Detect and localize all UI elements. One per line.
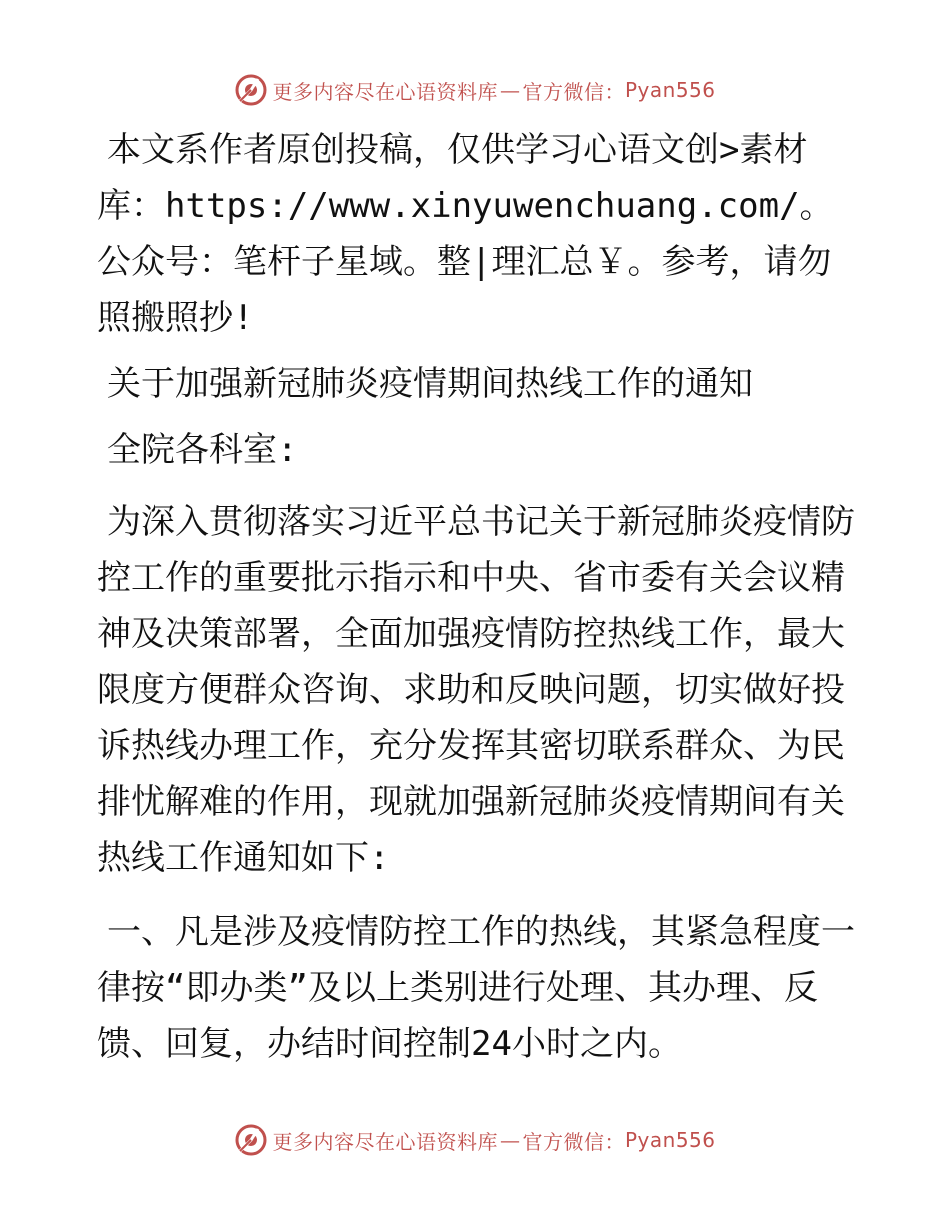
document-content (97, 122, 857, 1072)
item-paragraph-1: 一、凡是涉及疫情防控工作的热线，其紧急程度一律按“即办类”及以上类别进行处理、其办理、反馈、回复，办结时间控制24小时之内。 (97, 912, 855, 1064)
pen-logo-icon (234, 73, 268, 107)
banner-dash: — (499, 1128, 521, 1152)
banner-wechat-id: Pyan556 (624, 78, 716, 102)
banner-text: 更多内容尽在心语资料库 (272, 79, 498, 104)
footer-banner (0, 1120, 950, 1160)
banner-text: 更多内容尽在心语资料库 (272, 1129, 498, 1154)
banner-dash: — (499, 78, 521, 102)
intro-paragraph: 本文系作者原创投稿，仅供学习心语文创>素材库：https://www.xinyuwenchuang.com/。公众号：笔杆子星域。整|理汇总￥。参考，请勿照搬照抄! (97, 130, 834, 338)
header-banner (0, 70, 950, 110)
banner-wechat-label: 官方微信： (522, 79, 625, 104)
pen-logo-icon (234, 1123, 268, 1157)
banner-wechat-label: 官方微信： (522, 1129, 625, 1154)
banner-wechat-id: Pyan556 (624, 1128, 716, 1152)
notice-title: 关于加强新冠肺炎疫情期间热线工作的通知 (107, 364, 753, 404)
body-paragraph: 为深入贯彻落实习近平总书记关于新冠肺炎疫情防控工作的重要批示指示和中央、省市委有关会议精神及决策部署，全面加强疫情防控热线工作，最大限度方便群众咨询、求助和反映问题，切实做好投诉热线办理工作，充分发挥其密切联系群众、为民排忧解难的作用，现就加强新冠肺炎疫情期间有关热线工作通知如下: (97, 502, 855, 878)
salutation: 全院各科室: (107, 430, 298, 470)
